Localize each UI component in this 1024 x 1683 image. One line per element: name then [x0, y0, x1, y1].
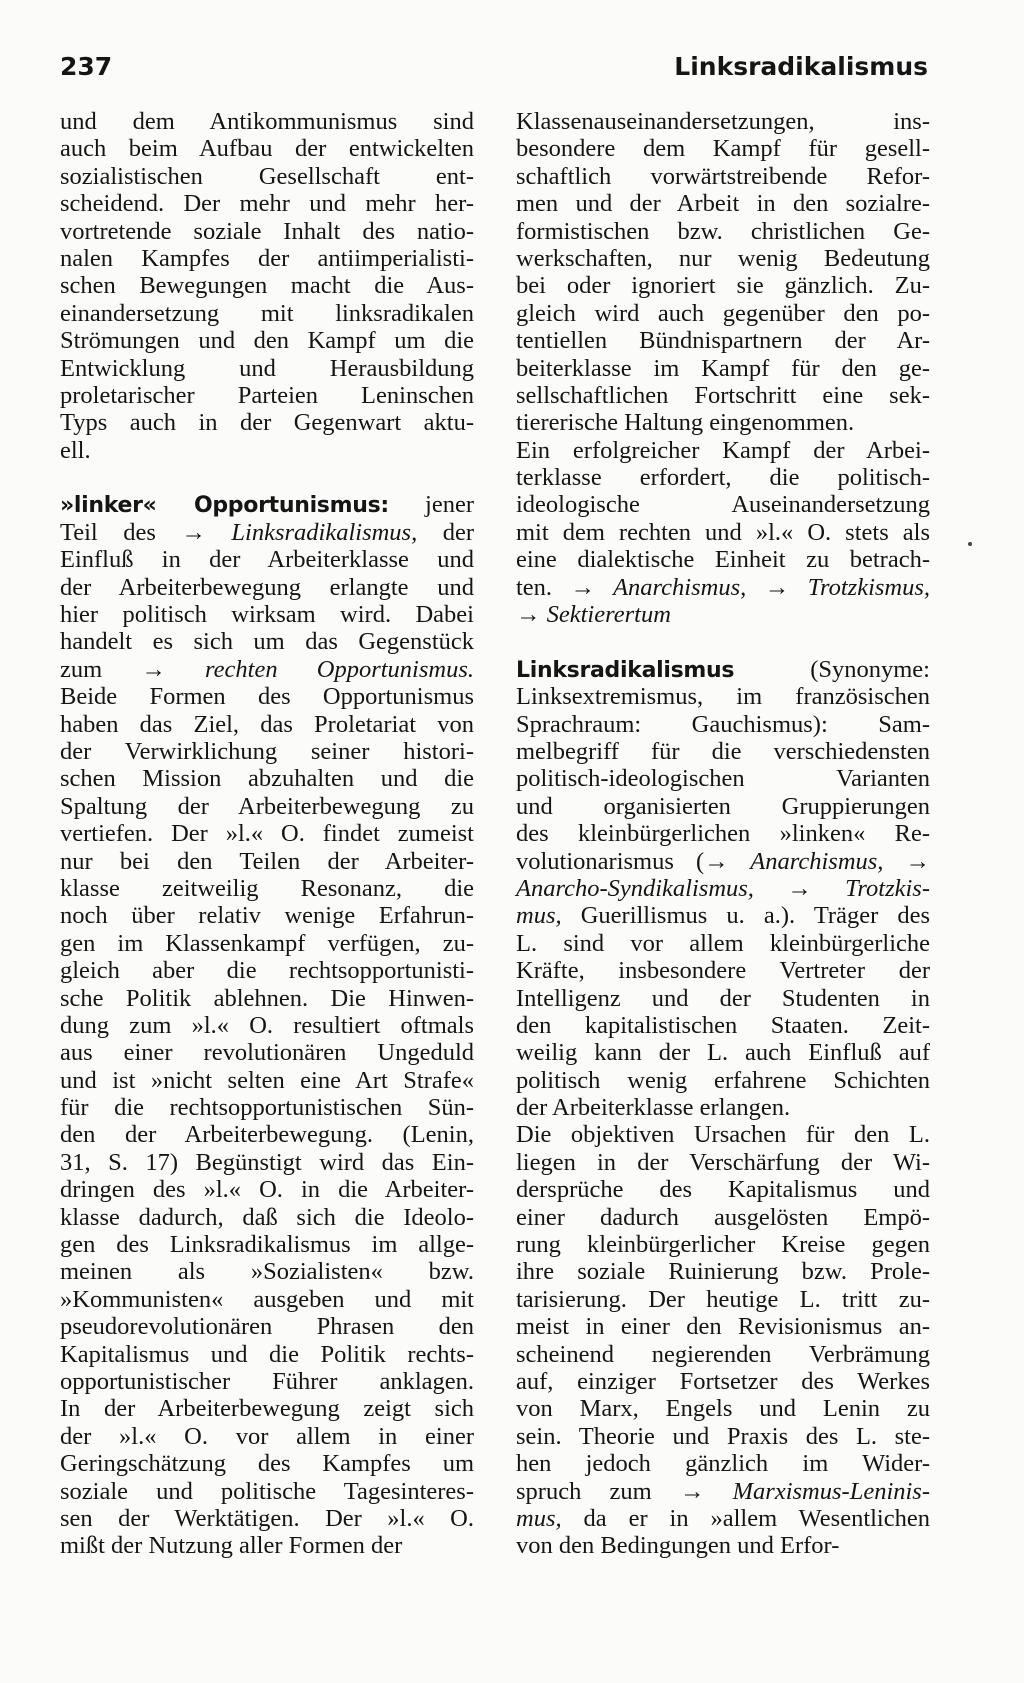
text-line [516, 1286, 930, 1313]
text-run: dringen des »l.« O. in die Arbeiter- [60, 1176, 474, 1204]
text-run: der Verwirklichung seiner histori- [60, 737, 474, 765]
text-run: politisch-ideologischen Varianten [516, 765, 930, 793]
text-run: Kapitalismus und die Politik rechts- [60, 1340, 474, 1368]
text-run: sozialistischen Gesellschaft ent- [60, 162, 474, 190]
text-run: werkschaften, nur wenig Bedeutung [516, 244, 930, 272]
text-line [516, 1231, 930, 1258]
text-run: klasse dadurch, daß sich die Ideolo- [60, 1203, 474, 1231]
text-run: Die objektiven Ursachen für den L. [516, 1121, 930, 1149]
text-line [516, 1121, 930, 1148]
text-run: Guerillismus u. a.). Träger des [561, 902, 930, 930]
text-line [516, 1532, 930, 1559]
cross-reference: Sektierertum [540, 601, 671, 629]
text-line [516, 272, 930, 299]
text-run: ihre soziale Ruinierung bzw. Prole- [516, 1258, 930, 1286]
arrow-icon: → [764, 573, 790, 601]
text-run: ell. [60, 436, 91, 464]
text-line [60, 546, 474, 573]
text-line [60, 902, 474, 929]
running-head: Linksradikalismus [674, 52, 928, 81]
text-run: noch über relativ wenige Erfahrun- [60, 902, 474, 930]
text-run: tentiellen Bündnispartnern der Ar- [516, 327, 930, 355]
text-line [516, 820, 930, 847]
text-line [516, 1368, 930, 1395]
text-line [60, 1176, 474, 1203]
text-run: proletarischer Parteien Leninschen [60, 381, 474, 409]
text-run: klasse zeitweilig Resonanz, die [60, 874, 474, 902]
text-run: Sprachraum: Gauchismus): Sam- [516, 710, 930, 738]
right-column [516, 108, 930, 1560]
text-line [516, 464, 930, 491]
text-line [516, 1313, 930, 1340]
text-line [516, 1258, 930, 1285]
text-run: sein. Theorie und Praxis des L. ste- [516, 1422, 930, 1450]
text-run: jener [388, 491, 475, 519]
text-run [746, 574, 764, 601]
text-line [60, 1094, 474, 1121]
text-run [883, 848, 905, 875]
text-run: men und der Arbeit in den sozialre- [516, 190, 930, 218]
text-line [516, 1423, 930, 1450]
text-line [516, 491, 930, 518]
cross-reference: Marxismus-Leninis- [704, 1477, 931, 1505]
text-run: und organisierten Gruppierungen [516, 792, 930, 820]
arrow-icon: → [516, 601, 541, 629]
text-run: terklasse erfordert, die politisch- [516, 464, 930, 492]
text-line [516, 1094, 930, 1121]
text-run: der [417, 518, 474, 546]
text-line [60, 327, 474, 354]
text-line [60, 1423, 474, 1450]
text-line [516, 1149, 930, 1176]
text-line [516, 1204, 930, 1231]
text-line [60, 1258, 474, 1285]
text-line [516, 711, 930, 738]
cross-reference: mus, [516, 902, 562, 930]
arrow-icon: → [679, 1477, 705, 1505]
text-run: scheinend negierenden Verbrämung [516, 1340, 930, 1368]
text-run: nalen Kampfes der antiimperialisti- [60, 244, 474, 272]
cross-reference: Trotzkis- [811, 874, 930, 902]
text-run: politisch wenig erfahrene Schichten [516, 1066, 930, 1094]
text-line [60, 1505, 474, 1532]
text-run: formistischen bzw. christlichen Ge- [516, 217, 930, 245]
text-line [516, 902, 930, 929]
text-line [60, 382, 474, 409]
text-run: pseudorevolutionären Phrasen den [60, 1313, 474, 1341]
text-line [60, 1286, 474, 1313]
text-line [516, 300, 930, 327]
text-run: meinen als »Sozialisten« bzw. [60, 1258, 474, 1286]
text-line [60, 656, 474, 683]
text-run: nur bei den Teilen der Arbeiter- [60, 847, 474, 875]
text-line [60, 1149, 474, 1176]
text-line [60, 218, 474, 245]
text-run: volutionarismus ( [516, 847, 705, 875]
text-run: 31, S. 17) Begünstigt wird das Ein- [60, 1148, 474, 1176]
text-line [60, 272, 474, 299]
text-run: einandersetzung mit linksradikalen [60, 299, 474, 327]
text-line [516, 409, 930, 436]
text-line [60, 135, 474, 162]
arrow-icon: → [704, 847, 729, 875]
text-run: auch beim Aufbau der entwickelten [60, 135, 474, 163]
page-number: 237 [60, 52, 113, 81]
text-run: Beide Formen des Opportunismus [60, 683, 474, 711]
text-run: mit dem rechten und »l.« O. stets als [516, 518, 930, 546]
text-run: gen im Klassenkampf verfügen, zu- [60, 929, 474, 957]
text-run: weilig kann der L. auch Einfluß auf [516, 1039, 930, 1067]
text-run: melbegriff für die verschiedensten [516, 737, 930, 765]
text-run: Linksextremismus, im französischen [516, 683, 930, 711]
text-line [60, 163, 474, 190]
text-run: opportunistischer Führer anklagen. [60, 1367, 474, 1395]
text-line [60, 628, 474, 655]
text-run: Intelligenz und der Studenten in [516, 984, 930, 1012]
text-run: und ist »nicht selten eine Art Strafe« [60, 1066, 474, 1094]
text-run: gleich wird auch gegenüber den po- [516, 299, 930, 327]
text-line [60, 1121, 474, 1148]
text-line [516, 1341, 930, 1368]
scan-mark [968, 542, 972, 546]
text-line [516, 327, 930, 354]
text-line [60, 491, 474, 518]
text-run: tarisierung. Der heutige L. tritt zu- [516, 1285, 930, 1313]
text-run: den kapitalistischen Staaten. Zeit- [516, 1011, 930, 1039]
headword: Linksradikalismus [516, 657, 735, 683]
text-line [60, 108, 474, 135]
text-run: zum [60, 655, 142, 683]
text-line [60, 1231, 474, 1258]
text-run: den der Arbeiterbewegung. (Lenin, [60, 1121, 474, 1149]
text-line [516, 656, 930, 683]
text-run: Strömungen und den Kampf um die [60, 327, 474, 355]
text-line [60, 1368, 474, 1395]
text-line [516, 875, 930, 902]
text-run: eine dialektische Einheit zu betrach- [516, 546, 930, 574]
text-line [516, 1176, 930, 1203]
text-run: Klassenauseinandersetzungen, ins- [516, 108, 930, 135]
text-line [516, 163, 930, 190]
text-line [516, 355, 930, 382]
text-run: dersprüche des Kapitalismus und [516, 1176, 930, 1204]
text-line [60, 738, 474, 765]
arrow-icon: → [570, 573, 596, 601]
text-run: Geringschätzung des Kampfes um [60, 1450, 474, 1478]
text-run: da er in »allem Wesentlichen [561, 1504, 930, 1532]
cross-reference: Anarchismus, [595, 573, 747, 601]
cross-reference: Trotzkismus, [789, 573, 931, 601]
text-run: liegen in der Verschärfung der Wi- [516, 1148, 930, 1176]
text-line [516, 1505, 930, 1532]
text-run [754, 875, 787, 902]
text-line [516, 519, 930, 546]
text-line [60, 848, 474, 875]
text-run: sen der Werktätigen. Der »l.« O. [60, 1504, 474, 1532]
arrow-icon: → [181, 518, 206, 546]
text-run: »Kommunisten« ausgeben und mit [60, 1285, 474, 1313]
text-run: aus einer revolutionären Ungeduld [60, 1039, 474, 1067]
arrow-icon: → [787, 874, 812, 902]
text-run: tiererische Haltung eingenommen. [516, 409, 855, 437]
text-line [516, 1450, 930, 1477]
text-run: Einfluß in der Arbeiterklasse und [60, 546, 474, 574]
text-run: haben das Ziel, das Proletariat von [60, 710, 474, 738]
text-line [60, 355, 474, 382]
cross-reference: Anarchismus, [728, 847, 884, 875]
text-line [516, 793, 930, 820]
text-line [516, 738, 930, 765]
text-line [516, 382, 930, 409]
text-line [60, 574, 474, 601]
text-line [516, 985, 930, 1012]
text-run: auf, einziger Fortsetzer des Werkes [516, 1367, 930, 1395]
text-line [60, 245, 474, 272]
text-line [516, 546, 930, 573]
text-line [516, 683, 930, 710]
text-run: spruch zum [516, 1477, 680, 1505]
text-run: gen des Linksradikalismus im allge- [60, 1231, 474, 1259]
text-run: Ein erfolgreicher Kampf der Arbei- [516, 436, 930, 464]
text-line [60, 1478, 474, 1505]
text-run: L. sind vor allem kleinbürgerliche [516, 929, 930, 957]
text-line [516, 437, 930, 464]
text-line [60, 985, 474, 1012]
text-run: Teil des [60, 518, 182, 546]
text-line [516, 108, 930, 135]
text-run: für die rechtsopportunistischen Sün- [60, 1094, 474, 1122]
text-run: und dem Antikommunismus sind [60, 108, 474, 135]
text-run: sche Politik ablehnen. Die Hinwen- [60, 984, 474, 1012]
text-line [60, 409, 474, 436]
text-run: schen Bewegungen macht die Aus- [60, 272, 474, 300]
paragraph-gap [516, 628, 930, 655]
text-line [516, 1039, 930, 1066]
text-run: gleich aber die rechtsopportunisti- [60, 957, 474, 985]
text-run: Kräfte, insbesondere Vertreter der [516, 957, 930, 985]
text-run: hen jedoch gänzlich im Wider- [516, 1450, 930, 1478]
text-run: des kleinbürgerlichen »linken« Re- [516, 820, 930, 848]
text-run: von Marx, Engels und Lenin zu [516, 1395, 930, 1423]
text-line [516, 135, 930, 162]
text-line [60, 683, 474, 710]
text-run: In der Arbeiterbewegung zeigt sich [60, 1395, 474, 1423]
text-run: Typs auch in der Gegenwart aktu- [60, 409, 474, 437]
text-line [516, 1067, 930, 1094]
text-line [60, 1341, 474, 1368]
text-run: vortretende soziale Inhalt des natio- [60, 217, 474, 245]
text-line [516, 1478, 930, 1505]
text-run: schen Mission abzuhalten und die [60, 765, 474, 793]
text-run: vertiefen. Der »l.« O. findet zumeist [60, 820, 474, 848]
text-run: handelt es sich um das Gegenstück [60, 628, 474, 656]
text-line [60, 1532, 474, 1559]
text-line [516, 957, 930, 984]
text-run: der Arbeiterbewegung erlangte und [60, 573, 474, 601]
text-line [60, 820, 474, 847]
text-line [60, 1395, 474, 1422]
text-run: bei oder ignoriert sie gänzlich. Zu- [516, 272, 930, 300]
text-line [516, 1012, 930, 1039]
text-line [60, 437, 474, 464]
text-line [60, 957, 474, 984]
text-line [60, 765, 474, 792]
text-line [60, 1450, 474, 1477]
headword: »linker« Opportunismus: [60, 493, 389, 519]
text-run: soziale und politische Tagesinteres- [60, 1477, 474, 1505]
text-line [516, 848, 930, 875]
text-line [60, 1313, 474, 1340]
text-line [516, 765, 930, 792]
text-run: der Arbeiterklasse erlangen. [516, 1094, 791, 1122]
text-line [60, 300, 474, 327]
text-run: Entwicklung und Herausbildung [60, 354, 474, 382]
text-run: beiterklasse im Kampf für den ge- [516, 354, 930, 382]
text-run: hier politisch wirksam wird. Dabei [60, 601, 474, 629]
text-run: einer dadurch ausgelösten Empö- [516, 1203, 930, 1231]
text-run: besondere dem Kampf für gesell- [516, 135, 930, 163]
text-line [516, 245, 930, 272]
cross-reference: rechten Opportunismus. [165, 655, 474, 683]
text-run: schaftlich vorwärtstreibende Refor- [516, 162, 930, 190]
text-run: ideologische Auseinandersetzung [516, 491, 930, 519]
text-line [516, 218, 930, 245]
text-run: der »l.« O. vor allem in einer [60, 1422, 474, 1450]
text-line [60, 601, 474, 628]
text-run: (Synonyme: [734, 655, 930, 683]
text-run: sellschaftlichen Fortschritt eine sek- [516, 381, 930, 409]
text-run: Spaltung der Arbeiterbewegung zu [60, 792, 474, 820]
text-line [516, 601, 930, 628]
text-run: rung kleinbürgerlicher Kreise gegen [516, 1231, 930, 1259]
text-run: mißt der Nutzung aller Formen der [60, 1532, 403, 1560]
text-run: dung zum »l.« O. resultiert oftmals [60, 1011, 474, 1039]
cross-reference: mus, [516, 1504, 562, 1532]
text-line [60, 1012, 474, 1039]
text-run: scheidend. Der mehr und mehr her- [60, 190, 474, 218]
text-line [60, 711, 474, 738]
text-line [516, 190, 930, 217]
text-line [516, 930, 930, 957]
text-line [516, 574, 930, 601]
paragraph-gap [60, 464, 474, 491]
text-run: von den Bedingungen und Erfor- [516, 1532, 840, 1560]
text-line [60, 190, 474, 217]
text-line [60, 1204, 474, 1231]
text-line [60, 875, 474, 902]
left-column [60, 108, 474, 1560]
text-run: meist in einer den Revisionismus an- [516, 1313, 930, 1341]
text-line [60, 1039, 474, 1066]
text-line [516, 1395, 930, 1422]
text-line [60, 793, 474, 820]
text-line [60, 519, 474, 546]
arrow-icon: → [905, 847, 930, 875]
arrow-icon: → [141, 655, 166, 683]
text-line [60, 1067, 474, 1094]
cross-reference: Linksradikalismus, [205, 518, 418, 546]
text-run: ten. [516, 573, 571, 601]
cross-reference: Anarcho-Syndikalismus, [516, 874, 754, 902]
text-line [60, 930, 474, 957]
